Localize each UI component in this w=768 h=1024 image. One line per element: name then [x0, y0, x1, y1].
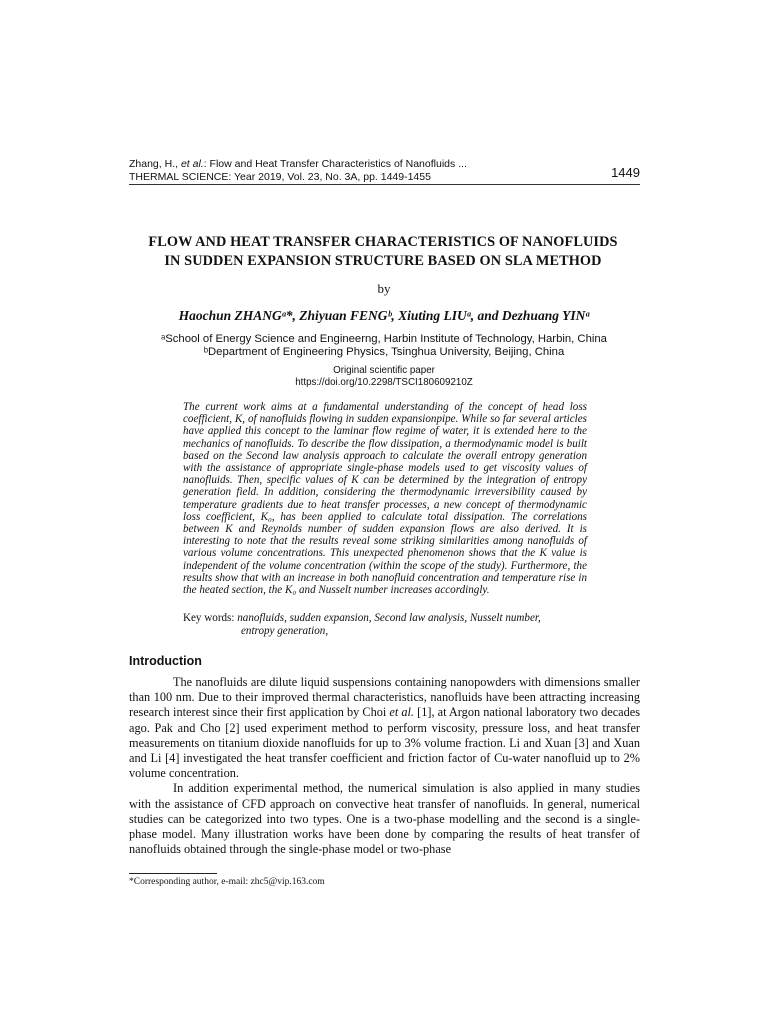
keywords-line-2: entropy generation,: [241, 624, 329, 637]
section-heading-introduction: Introduction: [129, 654, 202, 668]
page-number: 1449: [611, 165, 640, 180]
paper-type: [0, 365, 768, 389]
doi-link[interactable]: https://doi.org/10.2298/TSCI180609210Z: [295, 377, 473, 388]
introduction-body: [129, 675, 640, 857]
running-head-title: : Flow and Heat Transfer Characteristics of Nanofluids ...: [203, 158, 467, 170]
paragraph-2: In addition experimental method, the numerical simulation is also applied in many studies with the assistance of CFD approach on convective heat transfer of nanofluids. In general, numerical studies can be categorized into two types. One is a two-phase modelling and the second is a single-phase model. Many illustration works have been done by comparing the results of heat transfer of nanofluids obtained through the single-phase model or two-phase: [129, 781, 640, 857]
title-line-1: FLOW AND HEAT TRANSFER CHARACTERISTICS OF NANOFLUIDS: [148, 234, 618, 250]
running-head-etal: et al.: [180, 158, 204, 170]
paper-title: [110, 233, 656, 271]
running-head-citation: [129, 158, 640, 171]
affiliation-b: ᵇDepartment of Engineering Physics, Tsinghua University, Beijing, China: [203, 346, 565, 358]
paragraph-1-part-b: [1], at Argon national laboratory two decades ago. Pak and Cho [2] used experiment method to perform viscosity, pressure loss, and heat transfer measurements on titanium dioxide nanofluids for up to 3% volume fraction. Li and Xuan [3] and Xuan and Li [4] investigated the heat transfer coefficient and friction factor of Cu-water nanofluid up to 2% volume concentration.: [129, 705, 641, 781]
author-list: Haochun ZHANGᵃ*, Zhiyuan FENGᵇ, Xiuting LIUᵃ, and Dezhuang YINᵃ: [178, 308, 590, 323]
keywords-label: Key words:: [183, 612, 238, 624]
running-head-journal: THERMAL SCIENCE: Year 2019, Vol. 23, No. 3A, pp. 1449-1455: [129, 170, 431, 183]
footnote: *Corresponding author, e-mail: zhc5@vip.163.com: [129, 877, 325, 887]
paragraph-1-etal: et al.: [389, 705, 415, 720]
abstract: The current work aims at a fundamental understanding of the concept of head loss coefficient, K, of nanofluids flowing in sudden expansionpipe. While so far several articles have applied this concept to the laminar flow regime of water, it is extended here to the mechanics of nanofluids. To describe the flow dissipation, a thermodynamic model is built based on the Second law analysis approach to calculate the overall entropy generation with the assistance of appropriate single-phase models used to get viscosity values of nanofluids. Then, specific values of K can be determined by the integration of entropy generation field. In addition, considering the thermodynamic irreversibility caused by temperature gradients due to heat transfer processes, a new concept of thermodynamic loss coefficient, K₀, has been applied to calculate total dissipation. The correlations between K and Reynolds number of sudden expansion flows are also derived. It is interesting to note that the results reveal some striking similarities among nanofluids of various volume concentrations. This unexpected phenomenon shows that the K value is independent of the volume concentration (within the scope of the study). Furthermore, the results show that with an increase in both nanofluid concentration and temperature rise in the heated section, the K₀ and Nusselt number increases accordingly.: [183, 401, 587, 597]
keywords-line-1: nanofluids, sudden expansion, Second law analysis, Nusselt number,: [237, 612, 541, 624]
header-rule: [129, 184, 640, 185]
affiliation-a: ᵃSchool of Energy Science and Engineerng, Harbin Institute of Technology, Harbin, China: [161, 333, 607, 345]
by-line: by: [377, 281, 391, 296]
running-head-authors: Zhang, H.,: [129, 158, 181, 170]
paragraph-1: [129, 675, 640, 781]
paragraph-1-part-a: The nanofluids are dilute liquid suspensions containing nanopowders with dimensions smaller than 100 nm. Due to their improved thermal characteristics, nanofluids have been attracting increasing research interest since their first application by Choi: [129, 675, 640, 720]
title-line-2: IN SUDDEN EXPANSION STRUCTURE BASED ON SLA METHOD: [164, 253, 602, 269]
footnote-rule: [129, 873, 217, 874]
running-head: [129, 158, 640, 183]
paper-type-label: Original scientific paper: [333, 365, 435, 376]
keywords: [183, 612, 587, 637]
